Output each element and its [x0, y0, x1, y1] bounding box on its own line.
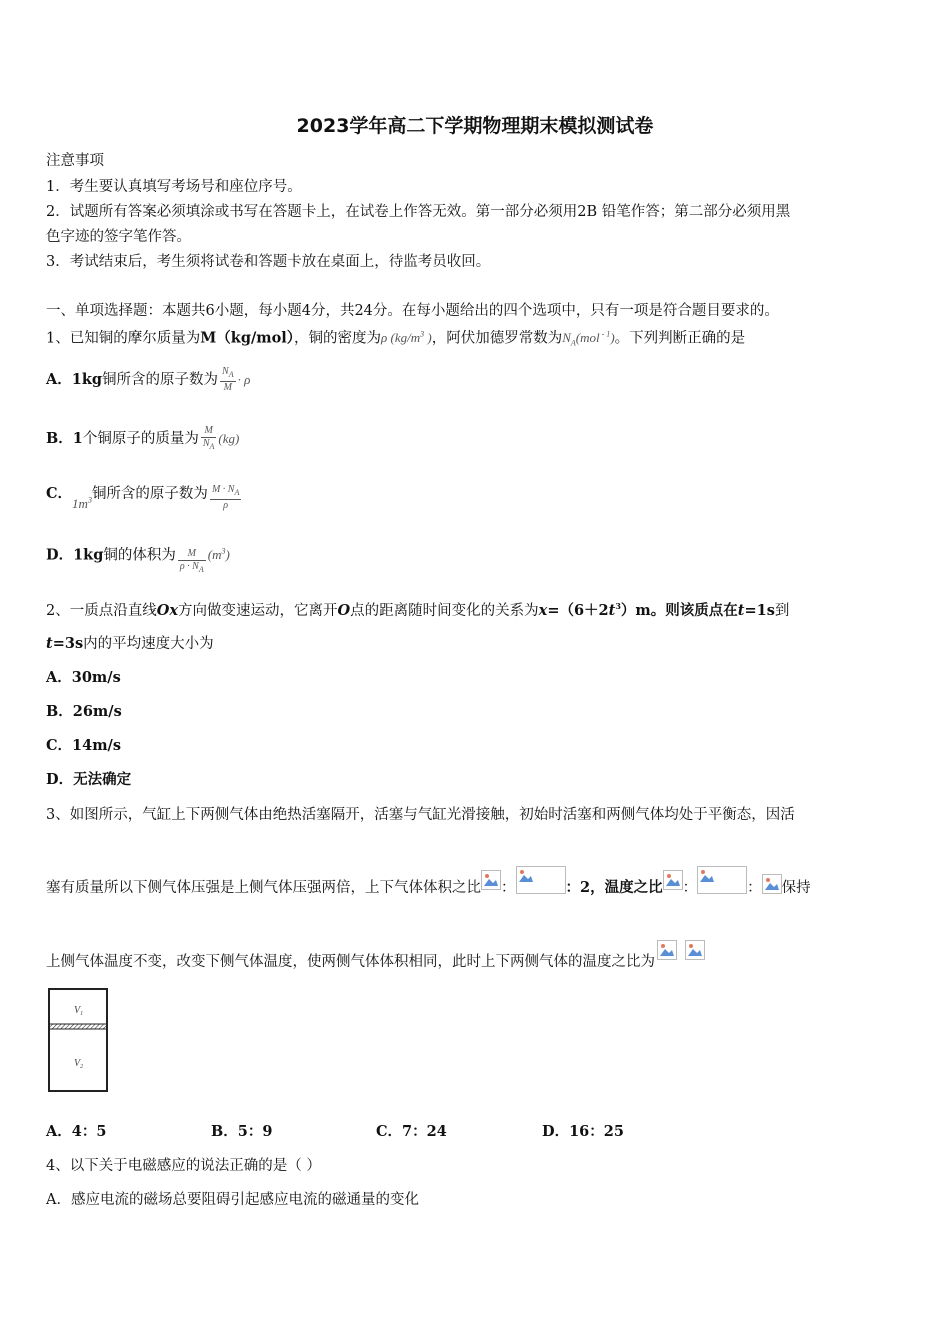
- density-unit: ρ ($kg/m^3$ ): [381, 330, 432, 346]
- question-2-stem-cont: t=3s内的平均速度大小为: [46, 635, 214, 652]
- question-2-option-b: B．26m/s: [46, 703, 122, 720]
- cylinder-diagram: [47, 987, 111, 1095]
- notice-item-2-cont: 色字迹的签字笔作答。: [46, 229, 191, 245]
- question-2-option-a: A．30m/s: [46, 669, 121, 686]
- question-1-option-a: A．1kg铜所含的原子数为 $\frac{N_A}{M}$ · ρ: [46, 366, 251, 393]
- question-2-option-d: D．无法确定: [46, 771, 132, 788]
- question-1-option-d: D．1kg铜的体积为 $\frac{M}{\rho \cdot N_A}$ $(m^3)$: [46, 546, 230, 575]
- question-3-option-d: D．16：25: [542, 1123, 624, 1140]
- broken-image-icon: [685, 940, 705, 960]
- notice-item-2: 2．试题所有答案必须填涂或书写在答题卡上，在试卷上作答无效。第一部分必须用2B 铅笔作答；第二部分必须用黑: [46, 204, 791, 220]
- broken-image-icon: [663, 870, 683, 890]
- broken-image-icon: [516, 866, 566, 894]
- avogadro-unit: $N_A(mol$ $^{- 1}$): [562, 330, 615, 348]
- notice-heading: 注意事项: [46, 153, 104, 169]
- question-4-stem: 4、以下关于电磁感应的说法正确的是（ ）: [46, 1158, 321, 1174]
- question-1-option-b: B．1个铜原子的质量为 $\frac{M}{N_A}$ (kg): [46, 425, 240, 451]
- question-3-option-a: A．4：5: [46, 1123, 107, 1140]
- broken-image-icon: [481, 870, 501, 890]
- question-3-option-b: B．5：9: [211, 1123, 273, 1140]
- section-heading: 一、单项选择题：本题共6小题，每小题4分，共24分。在每小题给出的四个选项中，只有一项是符合题目要求的。: [46, 303, 779, 319]
- question-4-option-a: A．感应电流的磁场总要阻碍引起感应电流的磁通量的变化: [46, 1192, 419, 1208]
- broken-image-icon: [657, 940, 677, 960]
- question-1-stem: 1、已知铜的摩尔质量为M（kg/mol），铜的密度为ρ ($kg/m^3$ )，阿伏加德罗常数为$N_A(mol$ $^{- 1}$)。下列判断正确的是: [46, 329, 746, 348]
- fraction: $\frac{N_A}{M}$: [222, 366, 234, 393]
- fraction: $\frac{M}{N_A}$: [202, 425, 215, 451]
- question-2-stem: 2、一质点沿直线Ox方向做变速运动，它离开O点的距离随时间变化的关系为$x=(6+2t^3)m$。则该质点在t=1s到: [46, 601, 790, 619]
- fraction: $\frac{M \cdot N_A}{\rho}$: [211, 484, 240, 511]
- question-3-stem-cont-2: 上侧气体温度不变，改变下侧气体温度，使两侧气体体积相同，此时上下两侧气体的温度之比为: [46, 940, 705, 972]
- piston: [49, 1024, 107, 1029]
- fraction: $\frac{M}{\rho \cdot N_A}$: [179, 548, 204, 575]
- question-3-stem-cont: 塞有质量所以下侧气体压强是上侧气体压强两倍，上下气体体积之比 ： ：2，温度之比 ： ： 保持: [46, 866, 811, 898]
- notice-item-1: 1．考生要认真填写考场号和座位序号。: [46, 179, 302, 195]
- label-v1: $V_1$: [74, 1005, 84, 1017]
- broken-image-icon: [697, 866, 747, 894]
- question-2-option-c: C．14m/s: [46, 737, 122, 754]
- notice-item-3: 3．考试结束后，考生须将试卷和答题卡放在桌面上，待监考员收回。: [46, 254, 491, 270]
- question-3-stem: 3、如图所示，气缸上下两侧气体由绝热活塞隔开，活塞与气缸光滑接触，初始时活塞和两侧气体均处于平衡态，因活: [46, 807, 795, 823]
- question-3-option-c: C．7：24: [376, 1123, 447, 1140]
- page-title: 2023学年高二下学期物理期末模拟测试卷: [296, 115, 654, 137]
- label-v2: $V_2$: [74, 1058, 84, 1070]
- broken-image-icon: [762, 874, 782, 894]
- question-1-option-c: C．$1m^3$铜所含的原子数为 $\frac{M \cdot N_A}{\rho}$: [46, 484, 240, 511]
